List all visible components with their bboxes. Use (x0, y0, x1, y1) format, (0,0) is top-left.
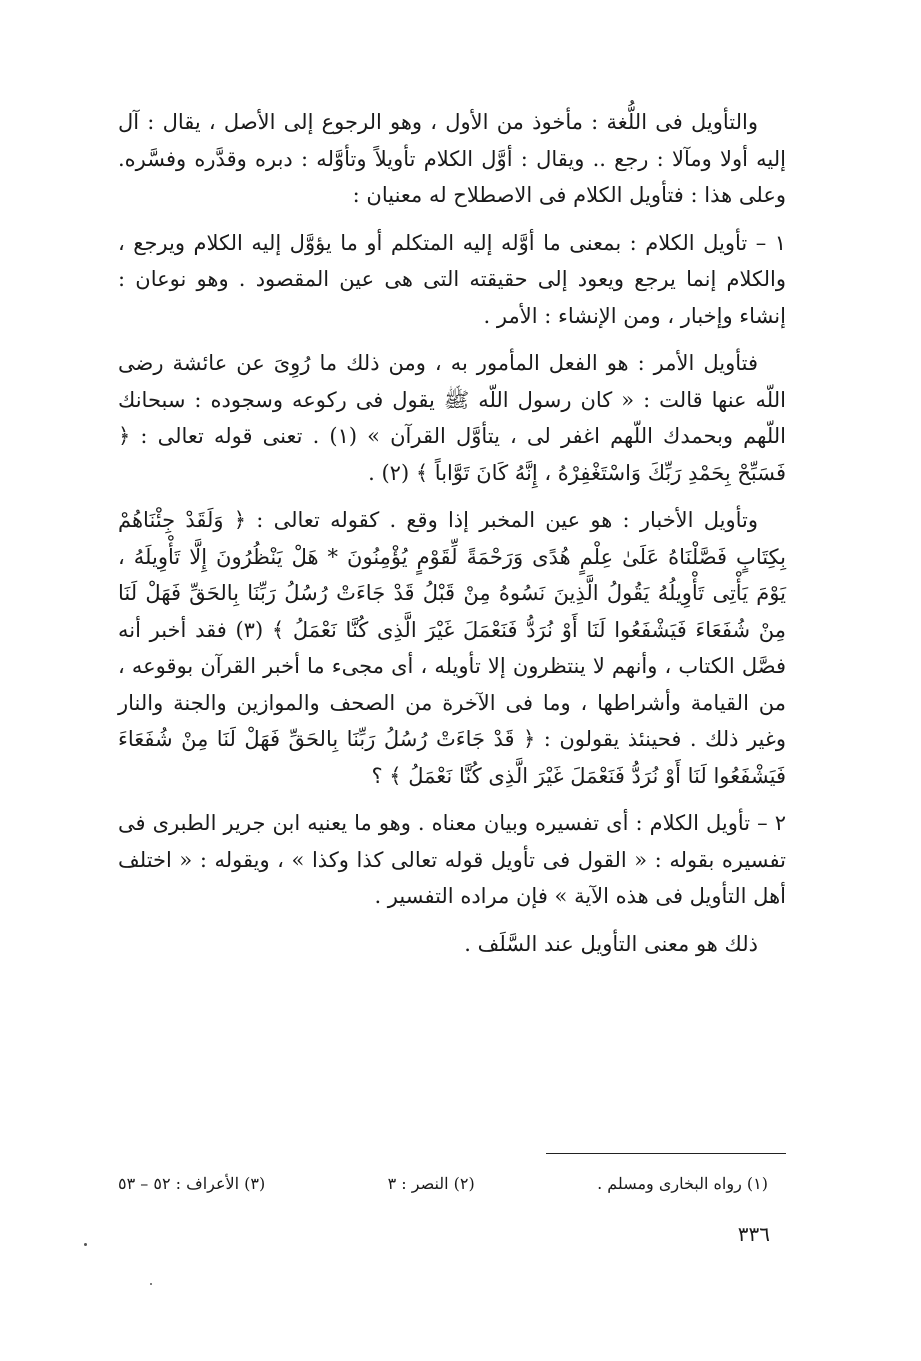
scan-speck (150, 1283, 152, 1285)
footnotes (118, 1172, 768, 1196)
footnote-2: (٢) النصر : ٣ (387, 1174, 475, 1193)
footnote-divider (546, 1153, 786, 1154)
paragraph-second-meaning: ٢ – تأويل الكلام : أى تفسيره وبيان معناه . وهو ما يعنيه ابن جرير الطبرى فى تفسيره بقوله : « القول فى تأويل قوله تعالى كذا وكذا » ، ويقوله : « اختلف أهل التأويل فى هذه الآية » فإن مراده التفسير . (118, 811, 786, 908)
paragraph-linguistic-definition: والتأويل فى اللُّغة : مأخوذ من الأول ، وهو الرجوع إلى الأصل ، يقال : آل إليه أولا ومآلا : رجع .. ويقال : أوَّل الكلام تأويلاً وتأوَّله : دبره وقدَّره وفسَّره. وعلى هذا : فتأويل الكلام فى الاصطلاح له معنيان : (118, 110, 786, 207)
footnote-3: (٣) الأعراف : ٥٢ – ٥٣ (118, 1174, 266, 1193)
paragraph-news-interpretation: وتأويل الأخبار : هو عين المخبر إذا وقع . كقوله تعالى : ﴿ وَلَقَدْ جِئْنَاهُمْ بِكِتَابٍ فَصَّلْنَاهُ عَلَىٰ عِلْمٍ هُدًى وَرَحْمَةً لِّقَوْمٍ يُؤْمِنُونَ * هَلْ يَنْظُرُونَ إِلَّا تَأْوِيلَهُ ، يَوْمَ يَأْتِى تَأْوِيلُهُ يَقُولُ الَّذِينَ نَسُوهُ مِنْ قَبْلُ قَدْ جَاءَتْ رُسُلُ رَبِّنَا بِالحَقِّ فَهَلْ لَنَا مِنْ شُفَعَاءَ فَيَشْفَعُوا لَنَا أَوْ نُرَدُّ فَنَعْمَلَ غَيْرَ الَّذِى كُنَّا نَعْمَلُ ﴾ (٣) فقد أخبر أنه فصَّل الكتاب ، وأنهم لا ينتظرون إلا تأويله ، أى مجىء ما أخبر القرآن بوقوعه ، من القيامة وأشراطها ، وما فى الآخرة من الصحف والموازين والجنة والنار وغير ذلك . فحينئذ يقولون : ﴿ قَدْ جَاءَتْ رُسُلُ رَبِّنَا بِالحَقِّ فَهَلْ لَنَا مِنْ شُفَعَاءَ فَيَشْفَعُوا لَنَا أَوْ نُرَدُّ فَنَعْمَلَ غَيْرَ الَّذِى كُنَّا نَعْمَلُ ﴾ ؟ (118, 508, 786, 788)
scan-speck (84, 1243, 87, 1246)
paragraph-first-meaning: ١ – تأويل الكلام : بمعنى ما أوَّله إليه المتكلم أو ما يؤوَّل إليه الكلام ويرجع ، والكلام إنما يرجع ويعود إلى حقيقته التى هى عين المقصود . وهو نوعان : إنشاء وإخبار ، ومن الإنشاء : الأمر . (118, 230, 786, 328)
paragraph-command-interpretation: فتأويل الأمر : هو الفعل المأمور به ، ومن ذلك ما رُوِىَ عن عائشة رضى اللّه عنها قالت : « كان رسول اللّه ﷺ يقول فى ركوعه وسجوده : سبحانك اللّهم وبحمدك اللّهم اغفر لى ، يتأوَّل القرآن » (١) . تعنى قوله تعالى : ﴿ فَسَبِّحْ بِحَمْدِ رَبِّكَ وَاسْتَغْفِرْهُ ، إِنَّهُ كَانَ تَوَّاباً ﴾ (٢) . (118, 351, 787, 485)
footnote-1: (١) رواه البخارى ومسلم . (597, 1174, 768, 1193)
main-text (118, 104, 786, 968)
page-number: ٣٣٦ (737, 1222, 770, 1246)
paragraph-conclusion: ذلك هو معنى التأويل عند السَّلَف . (464, 931, 758, 956)
